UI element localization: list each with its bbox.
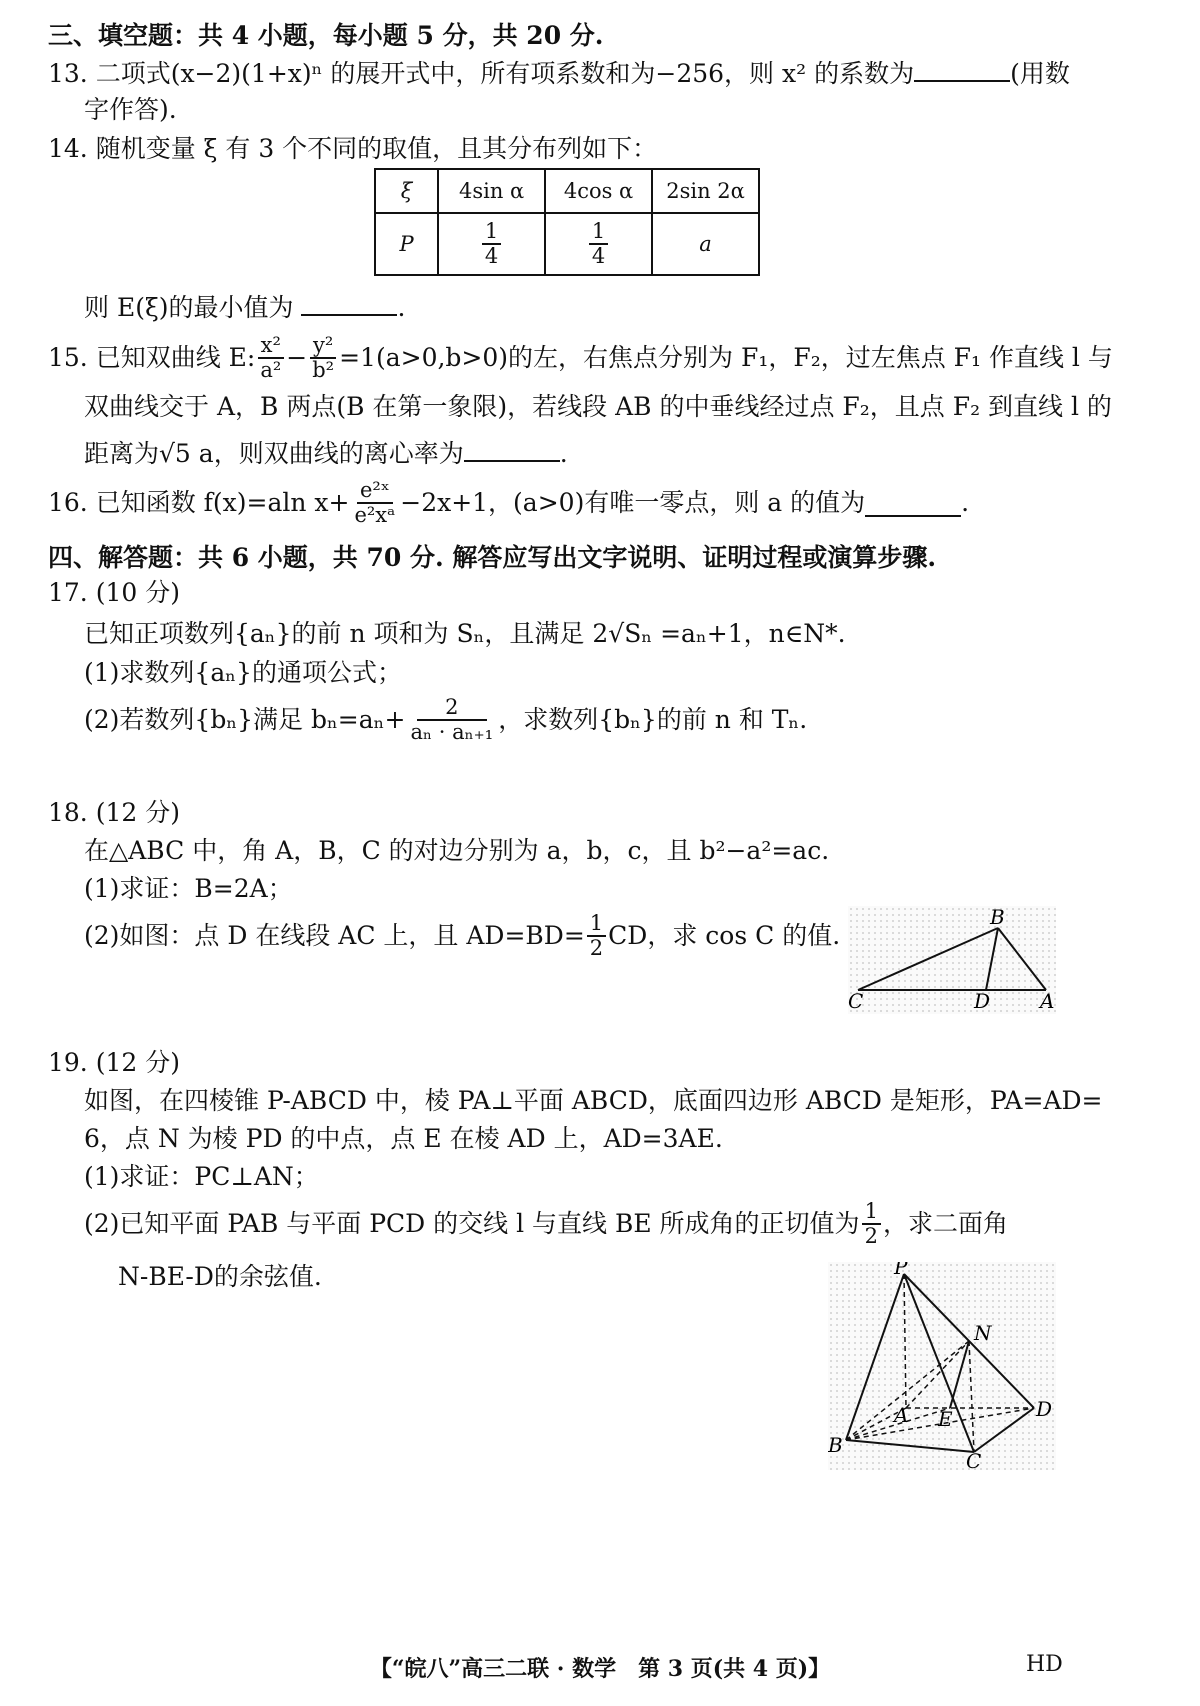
q19-part2 (84, 1198, 1008, 1250)
answer-blank (301, 288, 397, 316)
table-cell (545, 213, 652, 275)
q16-prefix: 16. 已知函数 f(x)=aln x+ (48, 488, 350, 517)
table-cell: P (375, 213, 438, 275)
segment-cb (858, 928, 998, 990)
q13-line1 (48, 54, 1070, 91)
q16-line (48, 478, 969, 528)
answer-blank (865, 489, 961, 517)
edge-pa (904, 1274, 906, 1408)
q18-head: 18. (12 分) (48, 798, 180, 827)
table-cell: a (652, 213, 759, 275)
label-a: A (894, 1403, 909, 1427)
q14-line1: 14. 随机变量 ξ 有 3 个不同的取值，且其分布列如下： (48, 134, 658, 163)
page-footer: 【“皖八”高三二联 · 数学 第 3 页(共 4 页)】 (369, 1656, 831, 1682)
q19-stem1: 如图，在四棱锥 P-ABCD 中，棱 PA⊥平面 ABCD，底面四边形 ABCD 是矩形，PA=AD= (84, 1086, 1103, 1115)
q17-part1: (1)求数列{aₙ}的通项公式； (84, 658, 402, 687)
fraction: $\frac{1}{4}$ (589, 220, 608, 268)
section-3-title: 三、填空题：共 4 小题，每小题 5 分，共 20 分. (48, 21, 604, 50)
label-e: E (938, 1407, 953, 1431)
triangle-figure (848, 906, 1056, 1014)
answer-blank (914, 54, 1010, 82)
fraction: $\frac{1}{4}$ (482, 220, 501, 268)
label-p: P (894, 1262, 908, 1279)
fraction: $\frac{\text{x²}}{\text{a²}}$ (257, 334, 284, 382)
q15-suffix: =1(a>0,b>0)的左，右焦点分别为 F₁，F₂，过左焦点 F₁ 作直线 l 与 (339, 343, 1113, 372)
q18-part2 (84, 910, 840, 962)
segment-nc (969, 1341, 974, 1452)
q17-part2 (84, 694, 807, 746)
q16-tail: . (961, 488, 970, 517)
q19-part2-suffix: ，求二面角 (882, 1209, 1008, 1238)
q17-head: 17. (10 分) (48, 578, 180, 607)
minus-sign: − (286, 343, 308, 372)
edge-bc (846, 1440, 974, 1452)
q14-after-tail: . (397, 293, 406, 322)
table-cell: 2sin 2α (652, 169, 759, 213)
table-cell: 4cos α (545, 169, 652, 213)
label-c: C (848, 989, 864, 1013)
q19-part1: (1)求证：PC⊥AN； (84, 1162, 319, 1191)
q18-part2-prefix: (2)如图：点 D 在线段 AC 上，且 AD=BD= (84, 921, 585, 950)
label-a: A (1040, 989, 1055, 1013)
q13-line2: 字作答). (84, 95, 177, 124)
q15-line2: 双曲线交于 A，B 两点(B 在第一象限)，若线段 AB 的中垂线经过点 F₂，且点 F₂ 到直线 l 的 (84, 392, 1112, 421)
q15-line3-text: 距离为√5 a，则双曲线的离心率为 (84, 439, 464, 468)
segment-ne (950, 1341, 969, 1408)
fraction: $\frac{1}{2}$ (587, 912, 606, 960)
q18-part1: (1)求证：B=2A； (84, 874, 293, 903)
q15-line3 (84, 434, 568, 471)
edge-cd (974, 1408, 1034, 1452)
table-cell: 4sin α (438, 169, 545, 213)
triangle-figure-svg (848, 906, 1056, 1014)
q15-prefix: 15. 已知双曲线 E: (48, 343, 256, 372)
fraction: $\frac{\text{y²}}{\text{b²}}$ (309, 334, 337, 382)
label-b: B (828, 1433, 843, 1457)
footer-code: HD (1026, 1652, 1063, 1677)
table-cell (438, 213, 545, 275)
q19-head: 19. (12 分) (48, 1048, 180, 1077)
q17-part2-prefix: (2)若数列{bₙ}满足 bₙ=aₙ+ (84, 705, 406, 734)
q15-line1 (48, 334, 1113, 382)
label-d: D (1036, 1397, 1053, 1421)
segment-bd (986, 928, 998, 990)
q13-tail: (用数 (1010, 59, 1070, 88)
fraction: $\frac{2}{\text{aₙ · aₙ₊₁}}$ (410, 694, 494, 744)
pyramid-figure-svg (828, 1262, 1056, 1470)
distribution-table (374, 168, 760, 276)
q14-after-text: 则 E(ξ)的最小值为 (84, 293, 294, 322)
q17-part2-suffix: ，求数列{bₙ}的前 n 和 Tₙ. (498, 705, 808, 734)
q18-part2-suffix: CD，求 cos C 的值. (608, 921, 841, 950)
q19-stem2: 6，点 N 为棱 PD 的中点，点 E 在棱 AD 上，AD=3AE. (84, 1124, 723, 1153)
answer-blank (464, 434, 560, 462)
q17-stem: 已知正项数列{aₙ}的前 n 项和为 Sₙ，且满足 2√Sₙ =aₙ+1，n∈N*. (84, 619, 846, 648)
q18-stem: 在△ABC 中，角 A，B，C 的对边分别为 a，b，c，且 b²−a²=ac. (84, 836, 830, 865)
q19-part2-prefix: (2)已知平面 PAB 与平面 PCD 的交线 l 与直线 BE 所成角的正切值为 (84, 1209, 860, 1238)
table-cell: ξ (375, 169, 438, 213)
label-n: N (974, 1321, 992, 1345)
q15-line3-tail: . (559, 439, 568, 468)
fraction: $\frac{\text{e²ˣ}}{\text{e²xᵃ}}$ (354, 477, 396, 527)
fraction: $\frac{1}{2}$ (862, 1200, 881, 1248)
q13-text: 13. 二项式(x−2)(1+x)ⁿ 的展开式中，所有项系数和为−256，则 x² 的系数为 (48, 59, 915, 88)
label-b: B (990, 906, 1005, 929)
q16-suffix: −2x+1，(a>0)有唯一零点，则 a 的值为 (400, 488, 866, 517)
segment-ba (998, 928, 1046, 990)
label-c: C (966, 1449, 982, 1470)
q19-part2-line2: N-BE-D的余弦值. (118, 1262, 322, 1291)
pyramid-figure (828, 1262, 1056, 1470)
label-d: D (974, 989, 991, 1013)
q14-after (84, 288, 405, 325)
section-4-title: 四、解答题：共 6 小题，共 70 分. 解答应写出文字说明、证明过程或演算步骤. (48, 543, 937, 572)
